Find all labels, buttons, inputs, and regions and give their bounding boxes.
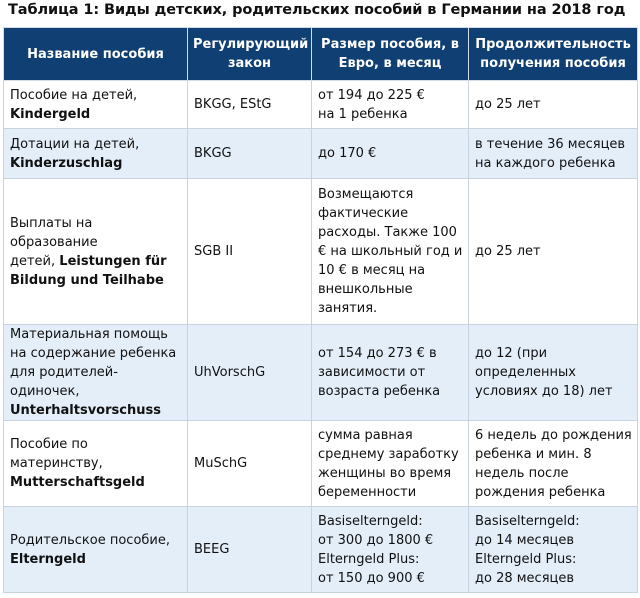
header-duration: Продолжительность получения пособия — [469, 28, 638, 81]
cell-law: BEEG — [188, 507, 312, 593]
cell-law: MuSchG — [188, 421, 312, 507]
benefits-table — [3, 27, 638, 593]
table-row — [4, 507, 638, 593]
cell-benefit-name: Пособие на детей, Kindergeld — [4, 81, 188, 129]
benefit-german-name: Leistungen für Bildung und Teilhabe — [10, 253, 167, 288]
benefit-german-name: Elterngeld — [10, 551, 86, 567]
cell-amount: Возмещаются фактические расходы. Также 100 € на школьный год и 10 € в месяц на внешкольные занятия. — [312, 179, 469, 325]
table-row — [4, 179, 638, 325]
cell-amount: до 170 € — [312, 129, 469, 179]
cell-amount: от 194 до 225 € на 1 ребенка — [312, 81, 469, 129]
benefit-german-name: Unterhaltsvorschuss — [10, 403, 161, 418]
benefit-german-name: Kinderzuschlag — [10, 155, 123, 171]
table-row — [4, 421, 638, 507]
cell-amount: от 154 до 273 € в зависимости от возраста ребенка — [312, 325, 469, 421]
cell-benefit-name: Пособие по материнству, Mutterschaftsgeld — [4, 421, 188, 507]
cell-benefit-name: Выплаты на образование детей, Leistungen für Bildung und Teilhabe — [4, 179, 188, 325]
table-row — [4, 129, 638, 179]
cell-duration: Basiselterngeld: до 14 месяцев Elterngeld Plus: до 28 месяцев — [469, 507, 638, 593]
cell-amount: сумма равная среднему заработку женщины во время беременности — [312, 421, 469, 507]
benefit-german-name: Kindergeld — [10, 106, 91, 122]
header-law: Регулирующий закон — [188, 28, 312, 81]
benefit-german-name: Mutterschaftsgeld — [10, 475, 145, 490]
header-row — [4, 28, 638, 81]
cell-law: UhVorschG — [188, 325, 312, 421]
table-title: Таблица 1: Виды детских, родительских пособий в Германии на 2018 год — [8, 2, 626, 18]
cell-benefit-name: Родительское пособие, Elterngeld — [4, 507, 188, 593]
table-row — [4, 325, 638, 421]
cell-law: BKGG — [188, 129, 312, 179]
cell-duration: до 12 (при определенных условиях до 18) лет — [469, 325, 638, 421]
table-row — [4, 81, 638, 129]
cell-amount: Basiselterngeld: от 300 до 1800 € Elterngeld Plus: от 150 до 900 € — [312, 507, 469, 593]
cell-duration: в течение 36 месяцев на каждого ребенка — [469, 129, 638, 179]
cell-law: BKGG, EStG — [188, 81, 312, 129]
cell-duration: до 25 лет — [469, 179, 638, 325]
cell-benefit-name: Материальная помощь на содержание ребенка для родителей- одиночек, Unterhaltsvorschuss — [4, 325, 188, 421]
cell-duration: до 25 лет — [469, 81, 638, 129]
cell-benefit-name: Дотации на детей, Kinderzuschlag — [4, 129, 188, 179]
cell-law: SGB II — [188, 179, 312, 325]
header-amount: Размер пособия, в Евро, в месяц — [312, 28, 469, 81]
header-benefit-name: Название пособия — [4, 28, 188, 81]
cell-duration: 6 недель до рождения ребенка и мин. 8 недель после рождения ребенка — [469, 421, 638, 507]
